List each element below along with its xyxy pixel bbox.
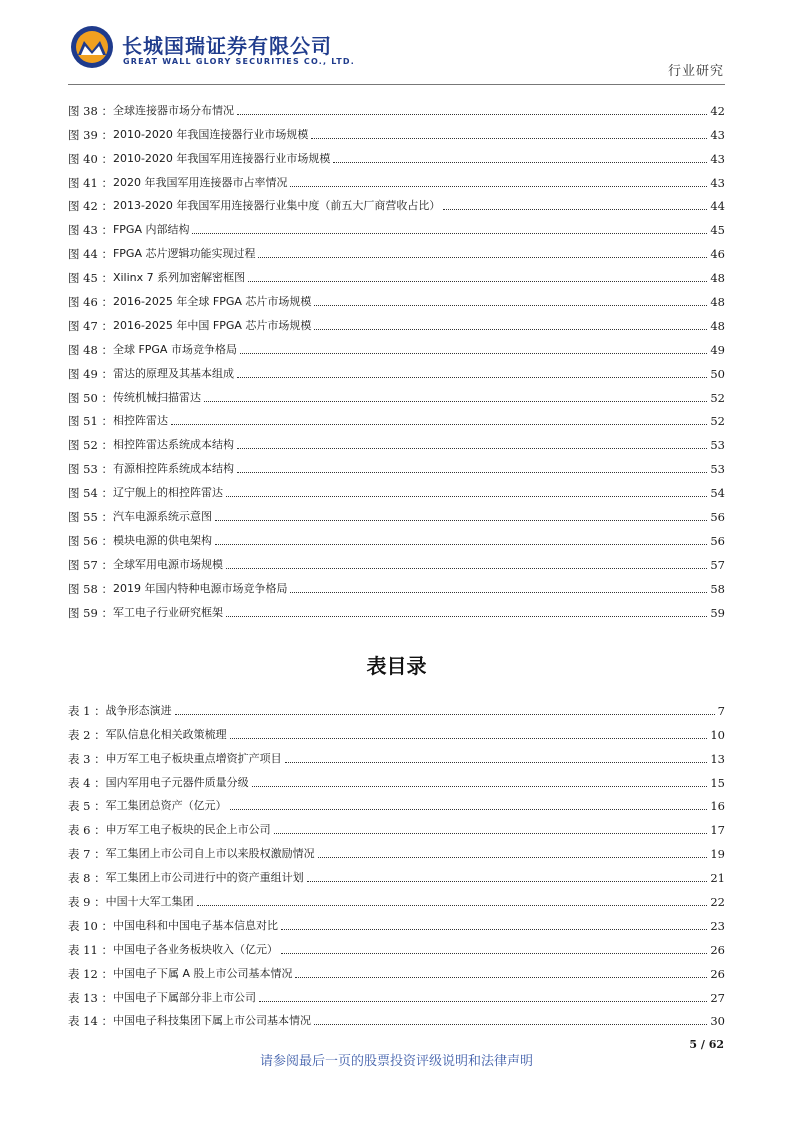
great-wall-glory-logo-icon — [70, 25, 114, 69]
figure-list-entry-leader — [171, 424, 707, 425]
table-list-entry-label: 表 2 — [68, 727, 91, 742]
figure-list-entry-title: 2010-2020 年我国军用连接器行业市场规模 — [112, 151, 331, 165]
figure-list-entry-page: 49 — [710, 342, 725, 357]
table-list-entry-leader — [285, 762, 708, 763]
figure-list-entry-separator: ： — [97, 510, 113, 525]
figure-list-entry-separator: ： — [97, 390, 113, 405]
table-list-entry-label: 表 3 — [68, 751, 91, 766]
table-list-entry-page: 19 — [710, 847, 725, 862]
figure-list-entry[interactable] — [68, 405, 725, 429]
figure-list-entry[interactable] — [68, 381, 725, 405]
figure-list-entry-page: 48 — [710, 295, 725, 310]
figure-list-entry-separator: ： — [97, 151, 113, 166]
table-list-entry-separator: ： — [90, 751, 106, 766]
table-list-entry-page: 17 — [710, 823, 725, 838]
figure-list-entry-leader — [237, 377, 707, 378]
table-list-entry-page: 22 — [710, 895, 725, 910]
figure-list-entry-title: 全球军用电源市场规模 — [112, 557, 223, 571]
figure-list-entry[interactable] — [68, 94, 725, 118]
figure-list-entry-title: 相控阵雷达系统成本结构 — [112, 438, 234, 452]
table-list-entry-label: 表 10 — [68, 918, 98, 933]
table-list-entry[interactable] — [68, 885, 725, 909]
figure-list-entry-separator: ： — [97, 438, 113, 453]
figure-list-entry[interactable] — [68, 428, 725, 452]
figure-list-entry-label: 图 47 — [68, 318, 98, 333]
figure-list-entry-separator: ： — [97, 605, 113, 620]
figure-list-entry-page: 53 — [710, 438, 725, 453]
figure-list-entry-label: 图 50 — [68, 390, 98, 405]
table-list-entry-page: 30 — [710, 1014, 725, 1029]
figure-list-entry[interactable] — [68, 476, 725, 500]
figure-list-entry-label: 图 38 — [68, 103, 98, 118]
table-list-entry[interactable] — [68, 790, 725, 814]
figure-list-entry-label: 图 53 — [68, 462, 98, 477]
figure-list-entry-separator: ： — [97, 366, 113, 381]
figure-list-entry-leader — [215, 520, 707, 521]
figure-list-entry-leader — [192, 233, 707, 234]
figure-list-entry-leader — [226, 496, 707, 497]
table-list-entry-separator: ： — [90, 703, 106, 718]
table-list-entry-leader — [295, 977, 707, 978]
figure-list-entry-page: 43 — [710, 175, 725, 190]
figure-list-entry-label: 图 46 — [68, 295, 98, 310]
table-list — [68, 694, 725, 1028]
table-list-entry[interactable] — [68, 694, 725, 718]
figure-list-entry-title: 2016-2025 年中国 FPGA 芯片市场规模 — [112, 318, 312, 332]
figure-list-entry-title: 传统机械扫描雷达 — [112, 390, 201, 404]
figure-list-entry-page: 53 — [710, 462, 725, 477]
table-list-entry[interactable] — [68, 813, 725, 837]
table-list-entry-page: 7 — [717, 703, 725, 718]
section-label: 行业研究 — [667, 64, 724, 79]
figure-list-entry-separator: ： — [97, 342, 113, 357]
table-list-entry-leader — [281, 953, 707, 954]
table-list-entry-leader — [259, 1001, 707, 1002]
table-list-entry[interactable] — [68, 742, 725, 766]
table-list-entry-label: 表 6 — [68, 823, 91, 838]
figure-list-entry-title: 相控阵雷达 — [112, 414, 168, 428]
table-list-entry[interactable] — [68, 909, 725, 933]
figure-list-entry[interactable] — [68, 357, 725, 381]
figure-list-entry-leader — [237, 472, 707, 473]
table-list-entry-title: 军工集团总资产（亿元） — [105, 799, 227, 813]
company-name-en: GREAT WALL GLORY SECURITIES CO., LTD. — [123, 57, 355, 66]
figure-list-entry-label: 图 59 — [68, 605, 98, 620]
table-list-entry-title: 战争形态演进 — [105, 703, 172, 717]
figure-list-entry[interactable] — [68, 118, 725, 142]
table-list-entry-leader — [230, 738, 708, 739]
table-list-entry-title: 申万军工电子板块重点增资扩产项目 — [105, 751, 282, 765]
figure-list-entry[interactable] — [68, 452, 725, 476]
figure-list-entry[interactable] — [68, 309, 725, 333]
table-list-entry-page: 26 — [710, 966, 725, 981]
table-list-entry-title: 军工集团上市公司进行中的资产重组计划 — [105, 871, 304, 885]
figure-list-entry-title: 2013-2020 年我国军用连接器行业集中度（前五大厂商营收占比） — [112, 199, 441, 213]
figure-list-entry-page: 54 — [710, 486, 725, 501]
figure-list-entry-page: 56 — [710, 510, 725, 525]
figure-list-entry-leader — [333, 162, 707, 163]
figure-list-entry-page: 46 — [710, 247, 725, 262]
figure-list-entry-leader — [237, 114, 707, 115]
figure-list-entry-leader — [311, 138, 707, 139]
table-list-entry-label: 表 7 — [68, 847, 91, 862]
table-list-entry-page: 10 — [710, 727, 725, 742]
figure-list-entry-title: 汽车电源系统示意图 — [112, 510, 212, 524]
figure-list-entry[interactable] — [68, 500, 725, 524]
figure-list-entry-separator: ： — [97, 271, 113, 286]
figure-list-entry-separator: ： — [97, 581, 113, 596]
table-list-entry-leader — [281, 929, 707, 930]
table-list-entry-title: 军工集团上市公司自上市以来股权激励情况 — [105, 847, 315, 861]
page-header — [0, 0, 793, 90]
company-name-cn: 长城国瑞证券有限公司 — [122, 34, 332, 58]
table-list-entry-separator: ： — [97, 1014, 113, 1029]
figure-list-entry-leader — [226, 568, 707, 569]
figure-list-entry-leader — [215, 544, 707, 545]
figure-list-entry-label: 图 41 — [68, 175, 98, 190]
figure-list-entry-separator: ： — [97, 533, 113, 548]
figure-list-entry[interactable] — [68, 333, 725, 357]
figure-list-entry-title: 2010-2020 年我国连接器行业市场规模 — [112, 127, 309, 141]
figure-list-entry-separator: ： — [97, 414, 113, 429]
figure-list-entry-title: 模块电源的供电架构 — [112, 533, 212, 547]
table-list-heading: 表目录 — [366, 654, 427, 678]
figure-list-entry[interactable] — [68, 261, 725, 285]
table-list-entry[interactable] — [68, 718, 725, 742]
table-list-entry-separator: ： — [90, 871, 106, 886]
figure-list-entry-separator: ： — [97, 318, 113, 333]
figure-list-entry-title: 2016-2025 年全球 FPGA 芯片市场规模 — [112, 295, 312, 309]
figure-list-entry-separator: ： — [97, 223, 113, 238]
table-list-entry-separator: ： — [90, 799, 106, 814]
figure-list-entry-page: 58 — [710, 581, 725, 596]
figure-list-entry-page: 52 — [710, 390, 725, 405]
figure-list-entry-page: 43 — [710, 127, 725, 142]
figure-list-entry-label: 图 56 — [68, 533, 98, 548]
table-list-entry-title: 中国十大军工集团 — [105, 895, 194, 909]
footer-disclaimer: 请参阅最后一页的股票投资评级说明和法律声明 — [259, 1054, 533, 1069]
table-list-entry-leader — [318, 857, 708, 858]
header-divider — [68, 84, 725, 85]
figure-list-entry-page: 56 — [710, 533, 725, 548]
table-list-entry-page: 27 — [710, 990, 725, 1005]
figure-list-entry-separator: ： — [97, 103, 113, 118]
figure-list-entry[interactable] — [68, 285, 725, 309]
table-list-entry-leader — [252, 786, 708, 787]
table-list-entry-label: 表 8 — [68, 871, 91, 886]
figure-list-entry-label: 图 58 — [68, 581, 98, 596]
table-list-entry-title: 中国电子各业务板块收入（亿元） — [112, 942, 278, 956]
table-list-entry-leader — [274, 833, 708, 834]
table-list-entry-separator: ： — [97, 990, 113, 1005]
figure-list-entry[interactable] — [68, 166, 725, 190]
figure-list-entry-title: FPGA 芯片逻辑功能实现过程 — [112, 247, 256, 261]
figure-list-entry-leader — [226, 616, 707, 617]
figure-list-entry-label: 图 39 — [68, 127, 98, 142]
table-list-entry[interactable] — [68, 766, 725, 790]
table-list-entry-label: 表 11 — [68, 942, 98, 957]
figure-list-entry-label: 图 49 — [68, 366, 98, 381]
table-list-entry-title: 中国电子下属部分非上市公司 — [112, 990, 256, 1004]
table-list-entry-page: 16 — [710, 799, 725, 814]
figure-list-entry-page: 45 — [710, 223, 725, 238]
figure-list-entry-separator: ： — [97, 127, 113, 142]
figure-list-entry-leader — [290, 592, 707, 593]
table-list-entry-leader — [314, 1024, 707, 1025]
figure-list-entry-leader — [314, 305, 707, 306]
figure-list-entry-label: 图 48 — [68, 342, 98, 357]
table-list-entry-page: 13 — [710, 751, 725, 766]
table-list-entry-label: 表 12 — [68, 966, 98, 981]
table-list-entry-leader — [175, 714, 715, 715]
figure-list-entry-page: 43 — [710, 151, 725, 166]
figure-list-entry[interactable] — [68, 572, 725, 596]
table-list-entry-leader — [197, 905, 708, 906]
page-number: 5 / 62 — [689, 1038, 724, 1051]
table-list-entry-label: 表 9 — [68, 895, 91, 910]
figure-list-entry-leader — [443, 209, 707, 210]
figure-list-entry-page: 48 — [710, 318, 725, 333]
figure-list-entry-title: 军工电子行业研究框架 — [112, 605, 223, 619]
figure-list-entry-separator: ： — [97, 295, 113, 310]
table-list-entry-separator: ： — [90, 727, 106, 742]
figure-list-entry-label: 图 55 — [68, 510, 98, 525]
table-list-entry-separator: ： — [97, 942, 113, 957]
figure-list-entry-label: 图 44 — [68, 247, 98, 262]
figure-list-entry-separator: ： — [97, 462, 113, 477]
figure-list-entry-label: 图 43 — [68, 223, 98, 238]
table-list-entry-title: 中国电科和中国电子基本信息对比 — [112, 918, 278, 932]
table-list-entry-title: 军队信息化相关政策梳理 — [105, 727, 227, 741]
table-list-entry-title: 中国电子下属 A 股上市公司基本情况 — [112, 966, 293, 980]
figure-list-entry-page: 44 — [710, 199, 725, 214]
figure-list-entry-label: 图 40 — [68, 151, 98, 166]
table-list-entry-label: 表 1 — [68, 703, 91, 718]
figure-list-entry-separator: ： — [97, 199, 113, 214]
figure-list-entry-separator: ： — [97, 557, 113, 572]
table-list-entry-page: 21 — [710, 871, 725, 886]
figure-list-entry-leader — [240, 353, 707, 354]
table-list-entry-separator: ： — [90, 847, 106, 862]
figure-list — [68, 94, 725, 620]
figure-list-entry-leader — [314, 329, 707, 330]
table-list-entry-page: 26 — [710, 942, 725, 957]
figure-list-entry[interactable] — [68, 190, 725, 214]
figure-list-entry-title: FPGA 内部结构 — [112, 223, 190, 237]
figure-list-entry[interactable] — [68, 524, 725, 548]
figure-list-entry-label: 图 42 — [68, 199, 98, 214]
table-list-entry-separator: ： — [97, 918, 113, 933]
table-list-entry-leader — [307, 881, 708, 882]
figure-list-entry-separator: ： — [97, 486, 113, 501]
figure-list-entry-label: 图 57 — [68, 557, 98, 572]
figure-list-entry-title: 全球连接器市场分布情况 — [112, 103, 234, 117]
figure-list-entry-title: 2019 年国内特种电源市场竞争格局 — [112, 581, 288, 595]
table-list-entry[interactable] — [68, 933, 725, 957]
figure-list-entry-title: 全球 FPGA 市场竞争格局 — [112, 342, 237, 356]
figure-list-entry-label: 图 45 — [68, 271, 98, 286]
figure-list-entry-label: 图 52 — [68, 438, 98, 453]
figure-list-entry[interactable] — [68, 596, 725, 620]
table-list-entry-label: 表 13 — [68, 990, 98, 1005]
figure-list-entry-leader — [258, 257, 707, 258]
figure-list-entry-leader — [237, 448, 707, 449]
figure-list-entry-page: 59 — [710, 605, 725, 620]
table-list-entry-title: 中国电子科技集团下属上市公司基本情况 — [112, 1014, 311, 1028]
figure-list-entry-label: 图 51 — [68, 414, 98, 429]
table-list-entry-label: 表 14 — [68, 1014, 98, 1029]
figure-list-entry-page: 57 — [710, 557, 725, 572]
table-list-entry-title: 国内军用电子元器件质量分级 — [105, 775, 249, 789]
table-list-entry[interactable] — [68, 861, 725, 885]
figure-list-entry-title: 2020 年我国军用连接器市占率情况 — [112, 175, 288, 189]
figure-list-entry-leader — [290, 186, 707, 187]
figure-list-entry-page: 52 — [710, 414, 725, 429]
figure-list-entry-separator: ： — [97, 175, 113, 190]
figure-list-entry[interactable] — [68, 237, 725, 261]
table-list-entry-label: 表 4 — [68, 775, 91, 790]
table-list-entry[interactable] — [68, 1005, 725, 1029]
figure-list-entry-title: 有源相控阵系统成本结构 — [112, 462, 234, 476]
table-list-entry[interactable] — [68, 957, 725, 981]
figure-list-entry-title: Xilinx 7 系列加密解密框图 — [112, 271, 246, 285]
table-list-entry-separator: ： — [90, 775, 106, 790]
figure-list-entry-separator: ： — [97, 247, 113, 262]
table-list-entry-separator: ： — [90, 895, 106, 910]
figure-list-entry-label: 图 54 — [68, 486, 98, 501]
figure-list-entry-page: 50 — [710, 366, 725, 381]
table-list-entry-page: 23 — [710, 918, 725, 933]
figure-list-entry-leader — [248, 281, 707, 282]
figure-list-entry[interactable] — [68, 142, 725, 166]
figure-list-entry-page: 48 — [710, 271, 725, 286]
table-list-entry[interactable] — [68, 837, 725, 861]
table-list-entry-page: 15 — [710, 775, 725, 790]
table-list-entry-leader — [230, 809, 708, 810]
table-list-entry-separator: ： — [90, 823, 106, 838]
figure-list-entry-leader — [204, 401, 707, 402]
figure-list-entry[interactable] — [68, 213, 725, 237]
table-list-entry-separator: ： — [97, 966, 113, 981]
table-list-entry-label: 表 5 — [68, 799, 91, 814]
table-list-entry[interactable] — [68, 981, 725, 1005]
table-list-entry-title: 申万军工电子板块的民企上市公司 — [105, 823, 271, 837]
figure-list-entry-page: 42 — [710, 103, 725, 118]
figure-list-entry-title: 辽宁舰上的相控阵雷达 — [112, 486, 223, 500]
figure-list-entry[interactable] — [68, 548, 725, 572]
figure-list-entry-title: 雷达的原理及其基本组成 — [112, 366, 234, 380]
